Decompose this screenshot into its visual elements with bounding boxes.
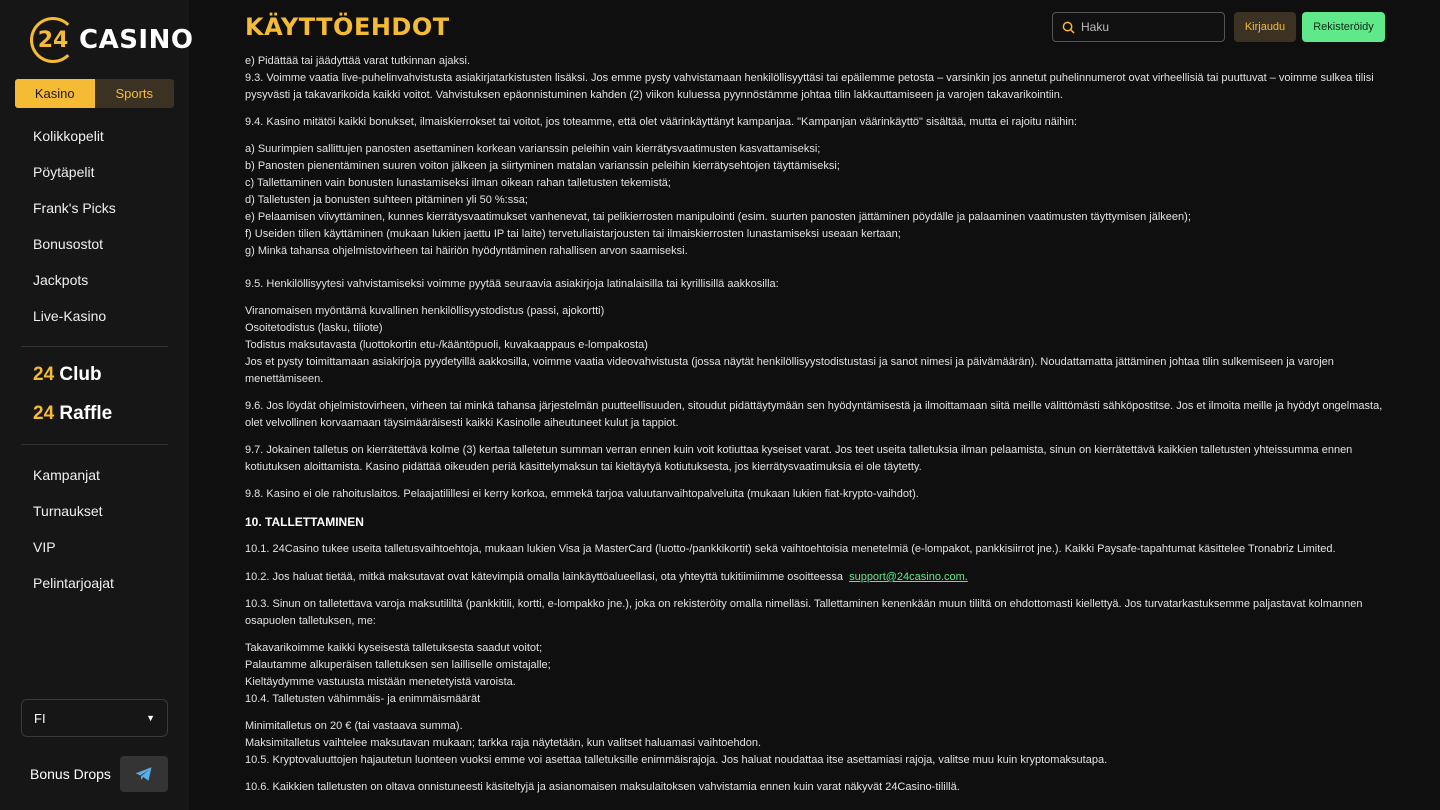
- list-item: 10.4. Talletusten vähimmäis- ja enimmäismäärät: [245, 693, 481, 705]
- nav-item-24-raffle[interactable]: [33, 403, 112, 425]
- raffle-number: 24: [33, 403, 55, 424]
- nav-item-kolikkopelit[interactable]: Kolikkopelit: [33, 128, 104, 144]
- paragraph-text: 10.2. Jos haluat tietää, mitkä maksutavat ovat kätevimpiä omalla lainkäyttöalueellasi, ota yhteyttä tukitiimiimme osoitteessa: [245, 571, 843, 583]
- list-item: 10.5. Kryptovaluuttojen hajautetun luonteen vuoksi emme voi asettaa talletuksille enimmäisrajoja. Jos haluat noudattaa itse asettamiasi rajoja, valitse muu kuin kryptomaksutapa.: [245, 754, 1108, 766]
- logo-text: CASINO: [79, 25, 194, 55]
- section-heading: 10. TALLETTAMINEN: [245, 515, 364, 529]
- terms-paragraph-96: 9.6. Jos löydät ohjelmistovirheen, virheen tai minkä tahansa järjestelmän puutteellisuuden, sitoudut pidättäytymään sen hyödyntämisestä ja ilmoittamaan siitä meille välittömästi sähköpostitse. Jos et ilmoita meille ja hyödyt ongelmasta, olet velvollinen korvaamaan täysimääräisesti kaikki Kasinolle aiheutuneet kulut ja tappiot.: [245, 400, 1383, 429]
- raffle-label: Raffle: [59, 403, 113, 424]
- terms-list-95: [245, 303, 1385, 388]
- nav-item-24-club[interactable]: [33, 364, 102, 386]
- register-button[interactable]: Rekisteröidy: [1302, 12, 1385, 42]
- telegram-icon: [135, 766, 153, 782]
- list-item: Maksimitalletus vaihtelee maksutavan mukaan; tarkka raja näytetään, kun valitset haluamasi vaihtoehdon.: [245, 737, 762, 749]
- nav-item-kampanjat[interactable]: Kampanjat: [33, 467, 100, 483]
- terms-list-94: [245, 141, 1385, 260]
- terms-list-103: [245, 640, 1385, 708]
- terms-paragraph-101: 10.1. 24Casino tukee useita talletusvaihtoehtoja, mukaan lukien Visa ja MasterCard (luotto-/pankkikortit) sekä vaihtoehtoisia menetelmiä (e-lompakot, pankkisiirrot jne.). Kaikki Paysafe-tapahtumat käsittelee Tronabriz Limited.: [245, 543, 1336, 555]
- nav-item-pelintarjoajat[interactable]: Pelintarjoajat: [33, 575, 114, 591]
- main-nav: [33, 127, 116, 343]
- language-select[interactable]: [21, 699, 168, 737]
- terms-block-93: [245, 53, 1385, 104]
- terms-paragraph-103: 10.3. Sinun on talletettava varoja maksutililtä (pankkitili, kortti, e-lompakko jne.), joka on rekisteröity omalla nimelläsi. Tallettaminen kenenkään muun tililtä on ehdottomasti kiellettyä. Jos turvatarkastuksemme paljastavat kolmannen osapuolen talletuksen, me:: [245, 598, 1363, 627]
- divider: [21, 346, 168, 347]
- terms-list-104: [245, 718, 1385, 769]
- switch-sports[interactable]: Sports: [95, 79, 175, 108]
- terms-paragraph-95: 9.5. Henkilöllisyytesi vahvistamiseksi voimme pyytää seuraavia asiakirjoja latinalaisilla tai kyrillisillä aakkosilla:: [245, 278, 779, 290]
- page-title: KÄYTTÖEHDOT: [245, 13, 450, 41]
- list-item: Jos et pysty toimittamaan asiakirjoja pyydetyillä aakkosilla, voimme vaatia videovahvistusta (jossa näytät henkilöllisyystodistustasi ja sanot nimesi ja päivämäärän). Noudattamatta jättäminen johtaa tilin sulkemiseen ja varojen menettämiseen.: [245, 356, 1334, 385]
- language-value: FI: [34, 710, 46, 726]
- club-label: Club: [59, 364, 102, 385]
- terms-line: e) Pidättää tai jäädyttää varat tutkinnan ajaksi.: [245, 55, 471, 67]
- logo-number: 24: [30, 17, 76, 63]
- list-item: g) Minkä tahansa ohjelmistovirheen tai häiriön hyödyntäminen rahallisen arvon saamiseksi.: [245, 245, 688, 257]
- nav-item-bonusostot[interactable]: Bonusostot: [33, 236, 104, 252]
- nav-item-live-kasino[interactable]: Live-Kasino: [33, 308, 107, 324]
- terms-paragraph-97: 9.7. Jokainen talletus on kierrätettävä kolme (3) kertaa talletetun summan verran ennen kuin voit kotiuttaa kyseiset varat. Jos teet useita talletuksia ilman pelaamista, sinun on kierrätettävä kaikkien talletusten yhteissumma ennen kotiutuksen aloittamista. Kasino pidättää oikeuden periä käsittelymaksun tai kieltäytyä kotiutuksesta, jos kierrätysvaatimuksia ei ole täytetty.: [245, 444, 1353, 473]
- list-item: Takavarikoimme kaikki kyseisestä talletuksesta saadut voitot;: [245, 642, 543, 654]
- nav-item-vip[interactable]: VIP: [33, 539, 56, 555]
- list-item: Osoitetodistus (lasku, tiliote): [245, 322, 383, 334]
- support-email-link[interactable]: support@24casino.com.: [849, 571, 968, 583]
- list-item: Minimitalletus on 20 € (tai vastaava summa).: [245, 720, 463, 732]
- telegram-button[interactable]: [120, 756, 168, 792]
- list-item: Viranomaisen myöntämä kuvallinen henkilöllisyystodistus (passi, ajokortti): [245, 305, 605, 317]
- terms-paragraph-94: 9.4. Kasino mitätöi kaikki bonukset, ilmaiskierrokset tai voitot, jos toteamme, että olet väärinkäyttänyt kampanjaa. "Kampanjan väärinkäyttö" sisältää, mutta ei rajoitu näihin:: [245, 116, 1077, 128]
- list-item: Todistus maksutavasta (luottokortin etu-/kääntöpuoli, kuvakaappaus e-lompakosta): [245, 339, 648, 351]
- terms-paragraph-98: 9.8. Kasino ei ole rahoituslaitos. Pelaajatilillesi ei kerry korkoa, emmekä tarjoa valuutanvaihtopalveluita (mukaan lukien fiat-krypto-vaihdot).: [245, 488, 919, 500]
- list-item: d) Talletusten ja bonusten suhteen pitäminen yli 50 %:ssa;: [245, 194, 528, 206]
- nav-item-franks-picks[interactable]: Frank's Picks: [33, 200, 116, 216]
- bonus-drops-label: Bonus Drops: [30, 766, 111, 782]
- divider: [21, 444, 168, 445]
- terms-paragraph-102: [245, 569, 1385, 586]
- terms-paragraph-106: 10.6. Kaikkien talletusten on oltava onnistuneesti käsiteltyjä ja asianomaisen maksulaitoksen vahvistamia ennen kuin varat näkyvät 24Casino-tilillä.: [245, 781, 960, 793]
- club-number: 24: [33, 364, 55, 385]
- product-switch: [15, 79, 174, 108]
- search-input[interactable]: [1081, 20, 1211, 34]
- casino-logo[interactable]: [30, 17, 193, 63]
- list-item: c) Tallettaminen vain bonusten lunastamiseksi ilman oikean rahan talletusten tekemistä;: [245, 177, 671, 189]
- search-box[interactable]: [1052, 12, 1225, 42]
- caret-down-icon: ▼: [146, 713, 155, 723]
- list-item: a) Suurimpien sallittujen panosten asettaminen korkean varianssin peleihin vain kierrätysvaatimusten kasvattamiseksi;: [245, 143, 821, 155]
- promo-nav: [33, 466, 114, 610]
- list-item: f) Useiden tilien käyttäminen (mukaan lukien jaettu IP tai laite) tervetuliaistarjousten tai ilmaiskierrosten lunastamiseksi useaan kertaan;: [245, 228, 901, 240]
- list-item: Palautamme alkuperäisen talletuksen sen lailliselle omistajalle;: [245, 659, 551, 671]
- list-item: e) Pelaamisen viivyttäminen, kunnes kierrätysvaatimukset vanhenevat, tai pelikierrosten manipulointi (esim. suurten panosten jättäminen pöydälle ja palaaminen vaatimusten täyttymisen jälkeen);: [245, 211, 1191, 223]
- terms-paragraph: 9.3. Voimme vaatia live-puhelinvahvistusta asiakirjatarkistusten lisäksi. Jos emme pysty vahvistamaan henkilöllisyyttäsi tai epäilemme petosta – varsinkin jos annetut puhelinnumerot ovat virheellisiä tai puuttuvat – voimme sulkea tilisi pysyvästi ja takavarikoida kaikki voitot. Vahvistuksen epäonnistuminen kahden (2) viikon kuluessa pyynnöstämme johtaa tilin lakkauttamiseen ja varojen takavarikointiin.: [245, 72, 1374, 101]
- login-button[interactable]: Kirjaudu: [1234, 12, 1296, 42]
- nav-item-jackpots[interactable]: Jackpots: [33, 272, 89, 288]
- switch-kasino[interactable]: Kasino: [15, 79, 95, 108]
- search-icon: [1062, 21, 1075, 34]
- list-item: b) Panosten pienentäminen suuren voiton jälkeen ja siirtyminen matalan varianssin peleihin kierrätysehtojen täyttämiseksi;: [245, 160, 840, 172]
- nav-item-turnaukset[interactable]: Turnaukset: [33, 503, 103, 519]
- section-heading-10: [245, 514, 1385, 531]
- nav-item-poytapelit[interactable]: Pöytäpelit: [33, 164, 95, 180]
- sidebar: [0, 0, 194, 810]
- list-item: Kieltäydymme vastuusta mistään menetetyistä varoista.: [245, 676, 516, 688]
